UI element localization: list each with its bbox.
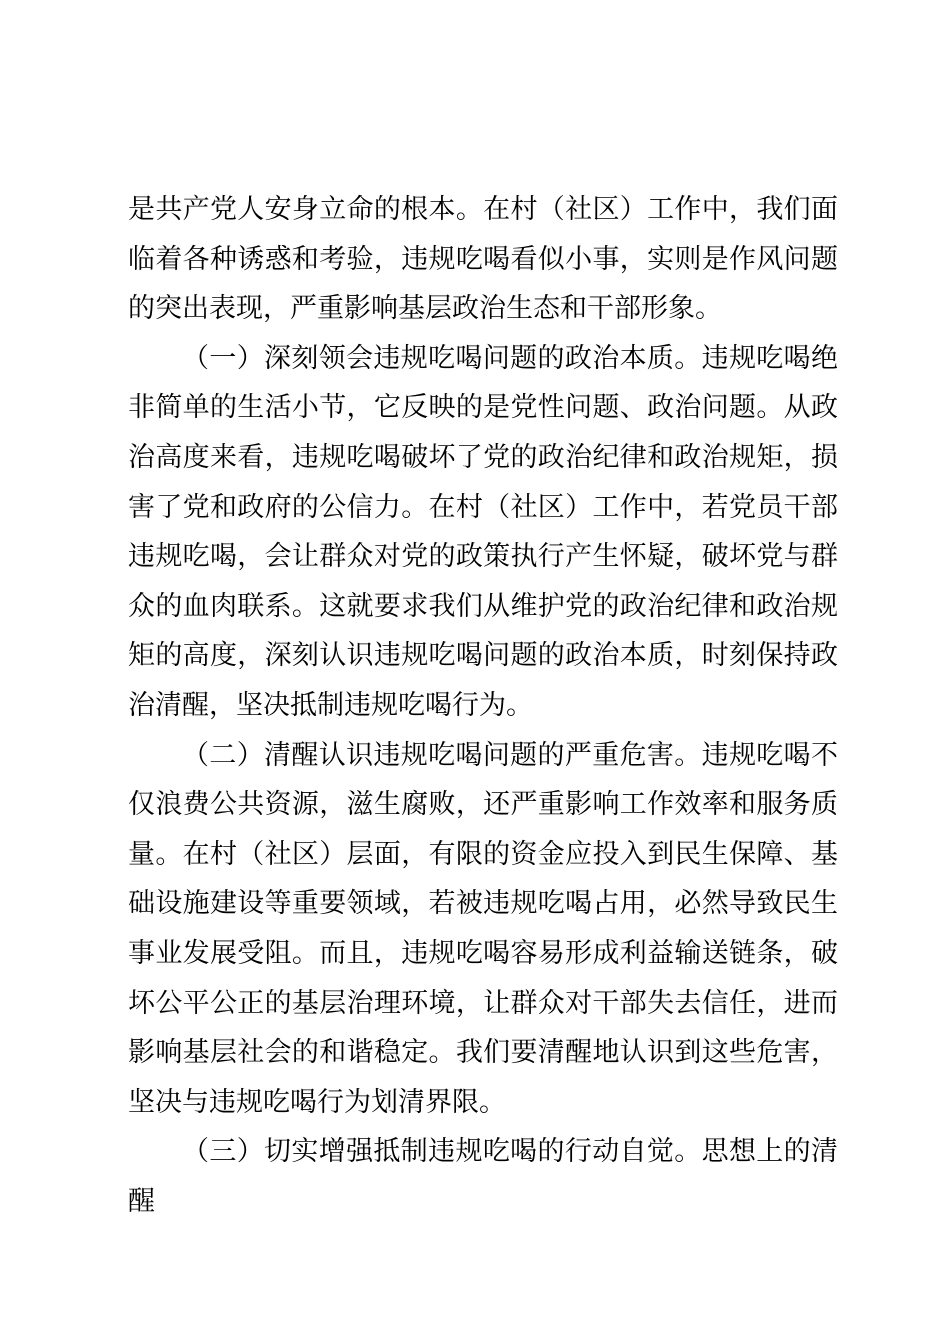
document-body bbox=[128, 185, 838, 1226]
paragraph-section-1: （一）深刻领会违规吃喝问题的政治本质。违规吃喝绝非简单的生活小节，它反映的是党性问题、政治问题。从政治高度来看，违规吃喝破坏了党的政治纪律和政治规矩，损害了党和政府的公信力。在村（社区）工作中，若党员干部违规吃喝，会让群众对党的政策执行产生怀疑，破坏党与群众的血肉联系。这就要求我们从维护党的政治纪律和政治规矩的高度，深刻认识违规吃喝问题的政治本质，时刻保持政治清醒，坚决抵制违规吃喝行为。 bbox=[128, 342, 838, 721]
paragraph-section-2: （二）清醒认识违规吃喝问题的严重危害。违规吃喝不仅浪费公共资源，滋生腐败，还严重影响工作效率和服务质量。在村（社区）层面，有限的资金应投入到民生保障、基础设施建设等重要领域，若被违规吃喝占用，必然导致民生事业发展受阻。而且，违规吃喝容易形成利益输送链条，破坏公平公正的基层治理环境，让群众对干部失去信任，进而影响基层社会的和谐稳定。我们要清醒地认识到这些危害，坚决与违规吃喝行为划清界限。 bbox=[128, 739, 838, 1118]
paragraph-intro: 是共产党人安身立命的根本。在村（社区）工作中，我们面临着各种诱惑和考验，违规吃喝看似小事，实则是作风问题的突出表现，严重影响基层政治生态和干部形象。 bbox=[128, 194, 838, 325]
paragraph-section-3: （三）切实增强抵制违规吃喝的行动自觉。思想上的清醒 bbox=[128, 1136, 838, 1217]
